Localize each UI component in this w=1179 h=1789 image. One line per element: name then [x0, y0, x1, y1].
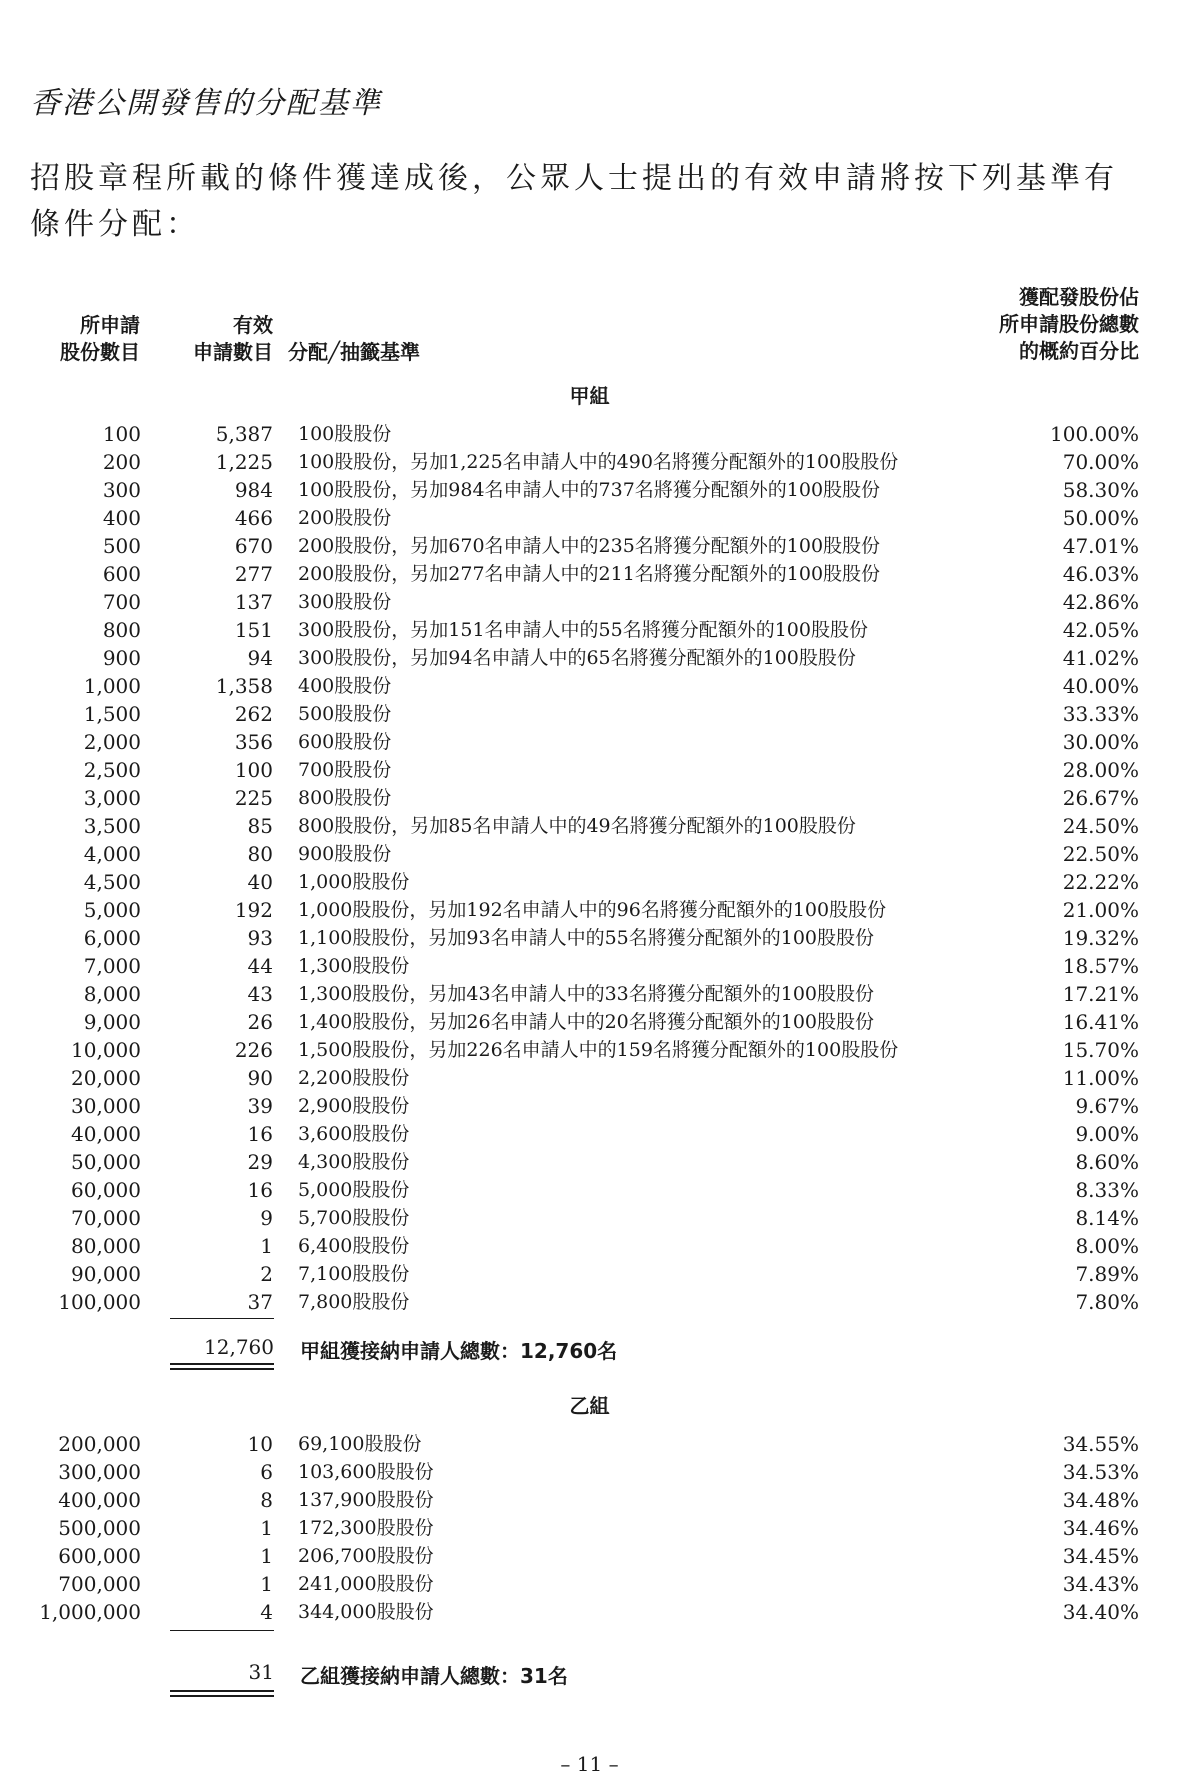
table-row [0, 784, 1179, 812]
shares-applied-cell: 7,000 [83, 954, 141, 978]
shares-applied-cell: 1,500 [83, 702, 141, 726]
shares-applied-cell: 2,500 [83, 758, 141, 782]
percentage-cell: 41.02% [1062, 646, 1139, 670]
valid-applications-cell: 262 [234, 702, 273, 726]
shares-applied-cell: 800 [102, 618, 141, 642]
valid-applications-cell: 670 [234, 534, 273, 558]
valid-applications-cell: 137 [234, 590, 273, 614]
allocation-basis-cell: 7,800股股份 [298, 1291, 410, 1313]
table-row [0, 1514, 1179, 1542]
valid-applications-cell: 151 [234, 618, 273, 642]
table-row [0, 476, 1179, 504]
group-a-subtotal-rule [170, 1318, 274, 1319]
percentage-cell: 8.14% [1075, 1206, 1139, 1230]
valid-applications-cell: 80 [247, 842, 273, 866]
percentage-cell: 8.00% [1075, 1234, 1139, 1258]
intro-paragraph: 招股章程所載的條件獲達成後，公眾人士提出的有效申請將按下列基準有條件分配： [30, 161, 1118, 242]
table-row [0, 1064, 1179, 1092]
percentage-cell: 42.86% [1062, 590, 1139, 614]
valid-applications-cell: 43 [247, 982, 273, 1006]
valid-applications-cell: 4 [260, 1600, 273, 1624]
group-b-double-rule-bottom [170, 1695, 274, 1697]
shares-applied-cell: 10,000 [71, 1038, 141, 1062]
shares-applied-cell: 20,000 [71, 1066, 141, 1090]
table-row [0, 924, 1179, 952]
table-row [0, 868, 1179, 896]
allocation-basis-cell: 1,000股股份 [298, 871, 410, 893]
percentage-cell: 58.30% [1062, 478, 1139, 502]
percentage-cell: 15.70% [1062, 1038, 1139, 1062]
percentage-cell: 34.46% [1062, 1516, 1139, 1540]
group-b-double-rule-top [170, 1690, 274, 1692]
page-number: – 11 – [560, 1752, 619, 1776]
table-row [0, 420, 1179, 448]
allocation-basis-cell: 900股股份 [298, 843, 392, 865]
shares-applied-cell: 400 [102, 506, 141, 530]
table-row [0, 1148, 1179, 1176]
table-row [0, 896, 1179, 924]
shares-applied-cell: 50,000 [71, 1150, 141, 1174]
table-row [0, 560, 1179, 588]
valid-applications-cell: 1 [260, 1544, 273, 1568]
group-a-title: 甲組 [569, 384, 610, 408]
valid-applications-cell: 90 [247, 1066, 273, 1090]
table-row [0, 644, 1179, 672]
valid-applications-cell: 16 [247, 1178, 273, 1202]
allocation-basis-cell: 1,300股股份 [298, 955, 410, 977]
shares-applied-cell: 600 [102, 562, 141, 586]
allocation-basis-cell: 2,200股股份 [298, 1067, 410, 1089]
valid-applications-cell: 1 [260, 1234, 273, 1258]
table-row [0, 1232, 1179, 1260]
percentage-cell: 21.00% [1062, 898, 1139, 922]
allocation-basis-cell: 137,900股股份 [298, 1489, 434, 1511]
shares-applied-cell: 80,000 [71, 1234, 141, 1258]
percentage-cell: 34.40% [1062, 1600, 1139, 1624]
allocation-basis-cell: 206,700股股份 [298, 1545, 434, 1567]
allocation-basis-cell: 7,100股股份 [298, 1263, 410, 1285]
allocation-basis-cell: 200股股份 [298, 507, 392, 529]
group-b-total-label: 乙組獲接納申請人總數：31名 [300, 1664, 568, 1688]
percentage-cell: 47.01% [1062, 534, 1139, 558]
valid-applications-cell: 1,358 [215, 674, 273, 698]
table-row [0, 504, 1179, 532]
shares-applied-cell: 600,000 [58, 1544, 141, 1568]
percentage-cell: 34.45% [1062, 1544, 1139, 1568]
percentage-cell: 33.33% [1062, 702, 1139, 726]
allocation-basis-cell: 300股股份 [298, 591, 392, 613]
table-row [0, 1204, 1179, 1232]
valid-applications-cell: 1 [260, 1516, 273, 1540]
shares-applied-cell: 700 [102, 590, 141, 614]
allocation-basis-cell: 200股股份，另加277名申請人中的211名將獲分配額外的100股股份 [298, 563, 881, 585]
valid-applications-cell: 6 [260, 1460, 273, 1484]
group-a-table [0, 420, 1179, 1316]
table-row [0, 1092, 1179, 1120]
percentage-cell: 34.53% [1062, 1460, 1139, 1484]
table-row [0, 1036, 1179, 1064]
table-row [0, 1486, 1179, 1514]
shares-applied-cell: 1,000,000 [39, 1600, 141, 1624]
table-row [0, 1008, 1179, 1036]
valid-applications-cell: 225 [234, 786, 273, 810]
percentage-cell: 7.80% [1075, 1290, 1139, 1314]
group-a-double-rule-top [170, 1363, 274, 1365]
allocation-basis-cell: 1,000股股份，另加192名申請人中的96名將獲分配額外的100股股份 [298, 899, 887, 921]
table-row [0, 1598, 1179, 1626]
table-row [0, 588, 1179, 616]
valid-applications-cell: 9 [260, 1206, 273, 1230]
percentage-cell: 22.50% [1062, 842, 1139, 866]
group-a-total-label: 甲組獲接納申請人總數：12,760名 [300, 1339, 618, 1363]
shares-applied-cell: 4,000 [83, 842, 141, 866]
table-row [0, 1120, 1179, 1148]
valid-applications-cell: 37 [247, 1290, 273, 1314]
percentage-cell: 24.50% [1062, 814, 1139, 838]
table-row [0, 1430, 1179, 1458]
group-b-table [0, 1430, 1179, 1626]
percentage-cell: 34.55% [1062, 1432, 1139, 1456]
table-row [0, 616, 1179, 644]
shares-applied-cell: 500 [102, 534, 141, 558]
table-row [0, 952, 1179, 980]
valid-applications-cell: 85 [247, 814, 273, 838]
shares-applied-cell: 8,000 [83, 982, 141, 1006]
allocation-basis-cell: 400股股份 [298, 675, 392, 697]
valid-applications-cell: 94 [247, 646, 273, 670]
shares-applied-cell: 2,000 [83, 730, 141, 754]
valid-applications-cell: 44 [247, 954, 273, 978]
valid-applications-cell: 40 [247, 870, 273, 894]
allocation-basis-cell: 600股股份 [298, 731, 392, 753]
allocation-basis-cell: 1,300股股份，另加43名申請人中的33名將獲分配額外的100股股份 [298, 983, 875, 1005]
valid-applications-cell: 466 [234, 506, 273, 530]
table-row [0, 532, 1179, 560]
valid-applications-cell: 8 [260, 1488, 273, 1512]
valid-applications-cell: 192 [234, 898, 273, 922]
table-row [0, 756, 1179, 784]
percentage-cell: 18.57% [1062, 954, 1139, 978]
table-row [0, 1458, 1179, 1486]
valid-applications-cell: 277 [234, 562, 273, 586]
valid-applications-cell: 1,225 [215, 450, 273, 474]
column-header-basis-of-allocation: 分配╱抽籤基準 [288, 340, 421, 364]
shares-applied-cell: 700,000 [58, 1572, 141, 1596]
percentage-cell: 70.00% [1062, 450, 1139, 474]
column-header-valid-applications: 有效 申請數目 [193, 313, 273, 364]
percentage-cell: 34.43% [1062, 1572, 1139, 1596]
valid-applications-cell: 29 [247, 1150, 273, 1174]
valid-applications-cell: 356 [234, 730, 273, 754]
shares-applied-cell: 900 [102, 646, 141, 670]
valid-applications-cell: 984 [234, 478, 273, 502]
table-row [0, 980, 1179, 1008]
valid-applications-cell: 1 [260, 1572, 273, 1596]
allocation-basis-cell: 241,000股股份 [298, 1573, 434, 1595]
valid-applications-cell: 39 [247, 1094, 273, 1118]
shares-applied-cell: 1,000 [83, 674, 141, 698]
allocation-basis-cell: 100股股份，另加984名申請人中的737名將獲分配額外的100股股份 [298, 479, 881, 501]
valid-applications-cell: 93 [247, 926, 273, 950]
valid-applications-cell: 10 [247, 1432, 273, 1456]
shares-applied-cell: 300 [102, 478, 141, 502]
table-row [0, 812, 1179, 840]
percentage-cell: 40.00% [1062, 674, 1139, 698]
allocation-basis-cell: 4,300股股份 [298, 1151, 410, 1173]
allocation-basis-cell: 3,600股股份 [298, 1123, 410, 1145]
shares-applied-cell: 4,500 [83, 870, 141, 894]
shares-applied-cell: 3,000 [83, 786, 141, 810]
percentage-cell: 17.21% [1062, 982, 1139, 1006]
percentage-cell: 26.67% [1062, 786, 1139, 810]
valid-applications-cell: 26 [247, 1010, 273, 1034]
shares-applied-cell: 200 [102, 450, 141, 474]
percentage-cell: 8.60% [1075, 1150, 1139, 1174]
table-row [0, 1260, 1179, 1288]
valid-applications-cell: 5,387 [215, 422, 273, 446]
percentage-cell: 9.67% [1075, 1094, 1139, 1118]
shares-applied-cell: 40,000 [71, 1122, 141, 1146]
shares-applied-cell: 60,000 [71, 1178, 141, 1202]
shares-applied-cell: 3,500 [83, 814, 141, 838]
valid-applications-cell: 2 [260, 1262, 273, 1286]
percentage-cell: 46.03% [1062, 562, 1139, 586]
table-row [0, 840, 1179, 868]
column-header-shares-applied: 所申請 股份數目 [60, 313, 140, 364]
percentage-cell: 7.89% [1075, 1262, 1139, 1286]
percentage-cell: 42.05% [1062, 618, 1139, 642]
shares-applied-cell: 400,000 [58, 1488, 141, 1512]
shares-applied-cell: 6,000 [83, 926, 141, 950]
group-b-total-count: 31 [248, 1660, 274, 1684]
percentage-cell: 11.00% [1062, 1066, 1139, 1090]
shares-applied-cell: 100 [102, 422, 141, 446]
allocation-basis-cell: 344,000股股份 [298, 1601, 434, 1623]
column-header-percentage: 獲配發股份佔 所申請股份總數 的概約百分比 [999, 285, 1139, 363]
table-row [0, 1288, 1179, 1316]
valid-applications-cell: 16 [247, 1122, 273, 1146]
percentage-cell: 30.00% [1062, 730, 1139, 754]
allocation-basis-cell: 800股股份，另加85名申請人中的49名將獲分配額外的100股股份 [298, 815, 856, 837]
allocation-basis-cell: 1,400股股份，另加26名申請人中的20名將獲分配額外的100股股份 [298, 1011, 875, 1033]
allocation-basis-cell: 800股股份 [298, 787, 392, 809]
allocation-basis-cell: 700股股份 [298, 759, 392, 781]
percentage-cell: 19.32% [1062, 926, 1139, 950]
percentage-cell: 34.48% [1062, 1488, 1139, 1512]
percentage-cell: 100.00% [1050, 422, 1139, 446]
shares-applied-cell: 9,000 [83, 1010, 141, 1034]
table-row [0, 1542, 1179, 1570]
percentage-cell: 50.00% [1062, 506, 1139, 530]
valid-applications-cell: 100 [234, 758, 273, 782]
allocation-basis-cell: 300股股份，另加151名申請人中的55名將獲分配額外的100股股份 [298, 619, 868, 641]
table-row [0, 700, 1179, 728]
table-row [0, 448, 1179, 476]
allocation-basis-cell: 5,000股股份 [298, 1179, 410, 1201]
allocation-basis-cell: 200股股份，另加670名申請人中的235名將獲分配額外的100股股份 [298, 535, 881, 557]
table-row [0, 1176, 1179, 1204]
allocation-basis-cell: 69,100股股份 [298, 1433, 422, 1455]
allocation-basis-cell: 172,300股股份 [298, 1517, 434, 1539]
page-heading: 香港公開發售的分配基準 [30, 86, 382, 121]
percentage-cell: 22.22% [1062, 870, 1139, 894]
shares-applied-cell: 500,000 [58, 1516, 141, 1540]
allocation-basis-cell: 2,900股股份 [298, 1095, 410, 1117]
allocation-basis-cell: 1,500股股份，另加226名申請人中的159名將獲分配額外的100股股份 [298, 1039, 899, 1061]
allocation-basis-cell: 500股股份 [298, 703, 392, 725]
shares-applied-cell: 100,000 [58, 1290, 141, 1314]
allocation-basis-cell: 6,400股股份 [298, 1235, 410, 1257]
shares-applied-cell: 200,000 [58, 1432, 141, 1456]
group-b-title: 乙組 [569, 1394, 610, 1418]
group-b-subtotal-rule [170, 1630, 274, 1631]
percentage-cell: 8.33% [1075, 1178, 1139, 1202]
table-row [0, 1570, 1179, 1598]
shares-applied-cell: 90,000 [71, 1262, 141, 1286]
allocation-basis-cell: 300股股份，另加94名申請人中的65名將獲分配額外的100股股份 [298, 647, 856, 669]
shares-applied-cell: 30,000 [71, 1094, 141, 1118]
table-row [0, 672, 1179, 700]
valid-applications-cell: 226 [234, 1038, 273, 1062]
shares-applied-cell: 300,000 [58, 1460, 141, 1484]
allocation-basis-cell: 5,700股股份 [298, 1207, 410, 1229]
allocation-basis-cell: 100股股份 [298, 423, 392, 445]
group-a-double-rule-bottom [170, 1368, 274, 1370]
shares-applied-cell: 70,000 [71, 1206, 141, 1230]
percentage-cell: 16.41% [1062, 1010, 1139, 1034]
table-row [0, 728, 1179, 756]
allocation-basis-cell: 1,100股股份，另加93名申請人中的55名將獲分配額外的100股股份 [298, 927, 875, 949]
percentage-cell: 28.00% [1062, 758, 1139, 782]
allocation-basis-cell: 103,600股股份 [298, 1461, 434, 1483]
percentage-cell: 9.00% [1075, 1122, 1139, 1146]
allocation-basis-cell: 100股股份，另加1,225名申請人中的490名將獲分配額外的100股股份 [298, 451, 899, 473]
group-a-total-count: 12,760 [204, 1335, 274, 1359]
shares-applied-cell: 5,000 [83, 898, 141, 922]
